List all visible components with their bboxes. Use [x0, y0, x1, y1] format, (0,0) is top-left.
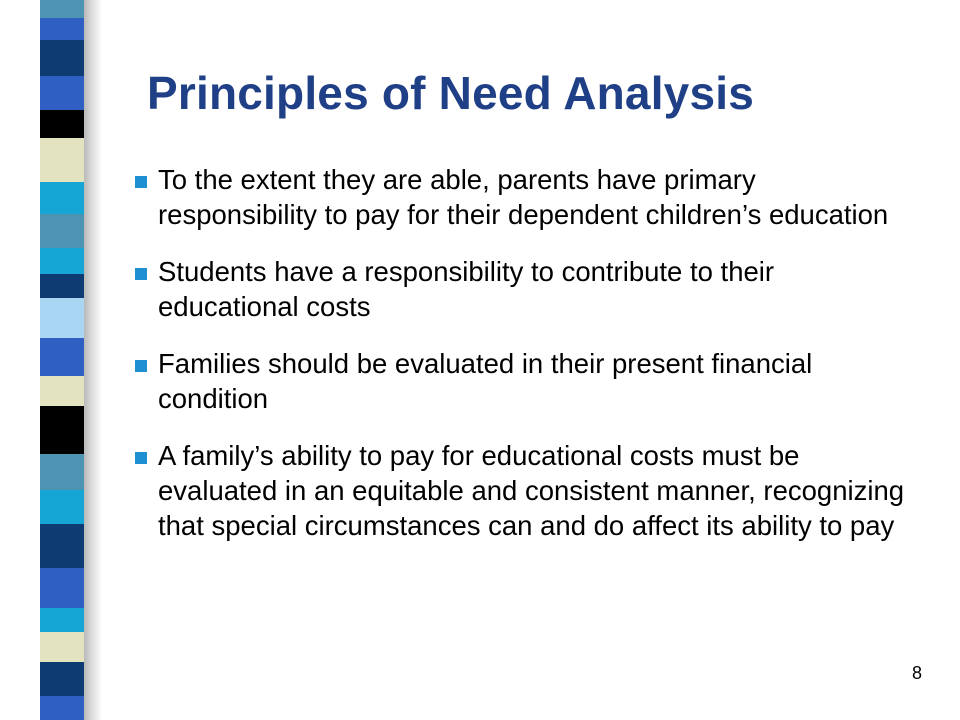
slide-number: 8	[911, 663, 922, 683]
bullet-item	[130, 438, 910, 543]
square-bullet-icon	[135, 268, 147, 280]
bullet-item	[130, 254, 910, 324]
bullet-item	[130, 346, 910, 416]
square-bullet-icon	[135, 176, 147, 188]
decorative-stripe	[40, 0, 84, 720]
bullet-list	[130, 162, 910, 565]
bullet-text: Students have a responsibility to contribute to their educational costs	[158, 256, 775, 322]
square-bullet-icon	[135, 452, 147, 464]
bullet-text: A family’s ability to pay for educational costs must be evaluated in an equitable and consistent manner, recognizing that special circumstances can and do affect its ability to pay	[158, 440, 905, 541]
square-bullet-icon	[135, 360, 147, 372]
bullet-text: To the extent they are able, parents have primary responsibility to pay for their dependent children’s education	[158, 164, 889, 230]
stripe-shadow	[84, 0, 102, 720]
slide-title: Principles of Need Analysis	[147, 67, 755, 119]
bullet-text: Families should be evaluated in their present financial condition	[158, 348, 813, 414]
bullet-item	[130, 162, 910, 232]
